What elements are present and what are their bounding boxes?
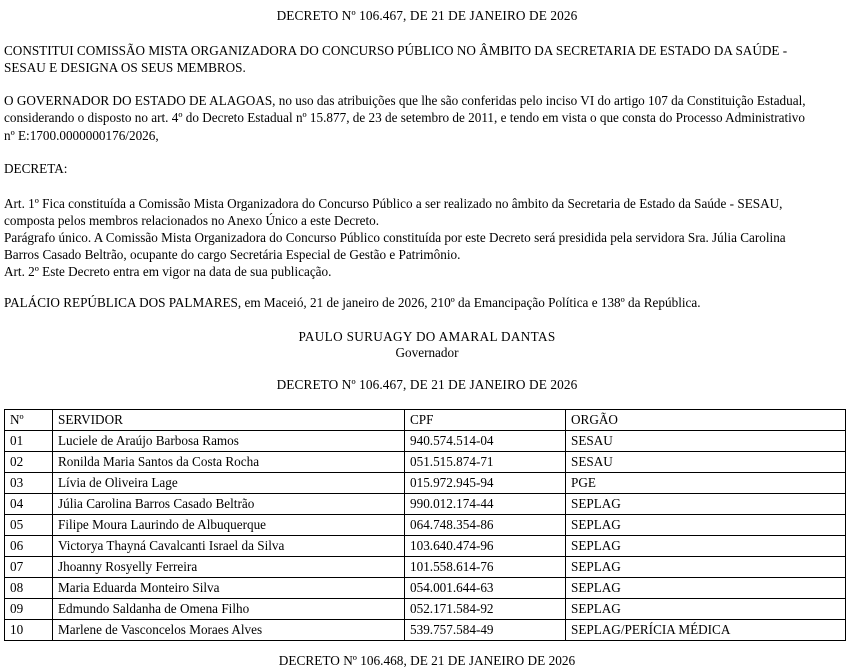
servidores-table xyxy=(4,409,846,641)
cell-orgao: SEPLAG xyxy=(566,494,846,515)
cell-cpf: 103.640.474-96 xyxy=(405,536,566,557)
cell-servidor: Luciele de Araújo Barbosa Ramos xyxy=(53,431,405,452)
cell-numero: 06 xyxy=(5,536,53,557)
table-row xyxy=(5,473,846,494)
decree-preamble xyxy=(4,92,850,143)
cell-cpf: 539.757.584-49 xyxy=(405,620,566,641)
cell-numero: 10 xyxy=(5,620,53,641)
servidores-table-body xyxy=(5,410,846,641)
cell-servidor: Marlene de Vasconcelos Moraes Alves xyxy=(53,620,405,641)
table-row xyxy=(5,599,846,620)
column-header-orgao: ORGÃO xyxy=(566,410,846,431)
cell-servidor: Maria Eduarda Monteiro Silva xyxy=(53,578,405,599)
preamble-line-3: nº E:1700.0000000176/2026, xyxy=(4,127,159,143)
cell-orgao: SEPLAG xyxy=(566,515,846,536)
cell-numero: 07 xyxy=(5,557,53,578)
cell-cpf: 990.012.174-44 xyxy=(405,494,566,515)
local-e-data: PALÁCIO REPÚBLICA DOS PALMARES, em Maceió, 21 de janeiro de 2026, 210º da Emancipação Política e 138º da República. xyxy=(4,295,701,311)
table-row xyxy=(5,557,846,578)
table-row xyxy=(5,494,846,515)
table-row xyxy=(5,515,846,536)
preamble-line-2: considerando o disposto no art. 4º do Decreto Estadual nº 15.877, de 23 de setembro de 2011, e tendo em vista o que consta do Processo Administrativo xyxy=(4,110,805,126)
table-row xyxy=(5,452,846,473)
cell-numero: 02 xyxy=(5,452,53,473)
decree-header-title: DECRETO Nº 106.467, DE 21 DE JANEIRO DE 2026 xyxy=(276,8,578,23)
cell-orgao: SEPLAG xyxy=(566,557,846,578)
cell-cpf: 064.748.354-86 xyxy=(405,515,566,536)
paragrafo-unico-line-2: Barros Casado Beltrão, ocupante do cargo Secretária Especial de Gestão e Patrimônio. xyxy=(4,247,461,263)
cell-cpf: 052.171.584-92 xyxy=(405,599,566,620)
article-1-line-1: Art. 1º Fica constituída a Comissão Mista Organizadora do Concurso Público a ser realizado no âmbito da Secretaria de Estado da Saúde - SESAU, xyxy=(4,195,783,211)
signature-name: PAULO SURUAGY DO AMARAL DANTAS xyxy=(298,329,556,345)
ementa-line-2: SESAU E DESIGNA OS SEUS MEMBROS. xyxy=(4,60,246,76)
cell-servidor: Ronilda Maria Santos da Costa Rocha xyxy=(53,452,405,473)
cell-numero: 01 xyxy=(5,431,53,452)
cell-numero: 05 xyxy=(5,515,53,536)
article-1-line-2: composta pelos membros relacionados no Anexo Único a este Decreto. xyxy=(4,212,379,228)
annex-title: DECRETO Nº 106.467, DE 21 DE JANEIRO DE 2026 xyxy=(276,377,578,393)
table-row xyxy=(5,578,846,599)
cell-servidor: Edmundo Saldanha de Omena Filho xyxy=(53,599,405,620)
cell-cpf: 101.558.614-76 xyxy=(405,557,566,578)
signature-role: Governador xyxy=(395,345,459,361)
cell-cpf: 940.574.514-04 xyxy=(405,431,566,452)
cell-orgao: PGE xyxy=(566,473,846,494)
column-header-cpf: CPF xyxy=(405,410,566,431)
column-header-servidor: SERVIDOR xyxy=(53,410,405,431)
ementa-line-1: CONSTITUI COMISSÃO MISTA ORGANIZADORA DO CONCURSO PÚBLICO NO ÂMBITO DA SECRETARIA DE ESTADO DA SAÚDE - xyxy=(4,43,788,58)
paragrafo-unico-line-1: Parágrafo único. A Comissão Mista Organizadora do Concurso Público constituída por este Decreto será presidida pela servidora Sra. Júlia Carolina xyxy=(4,229,786,245)
cell-orgao: SEPLAG xyxy=(566,599,846,620)
table-row xyxy=(5,431,846,452)
preamble-line-1: O GOVERNADOR DO ESTADO DE ALAGOAS, no uso das atribuições que lhe são conferidas pelo inciso VI do artigo 107 da Constituição Estadual, xyxy=(4,93,806,109)
cell-orgao: SEPLAG xyxy=(566,536,846,557)
cell-numero: 03 xyxy=(5,473,53,494)
decree-ementa xyxy=(4,42,850,76)
article-2-line-1: Art. 2º Este Decreto entra em vigor na data de sua publicação. xyxy=(4,264,332,280)
cell-servidor: Victorya Thayná Cavalcanti Israel da Silva xyxy=(53,536,405,557)
cell-servidor: Jhoanny Rosyelly Ferreira xyxy=(53,557,405,578)
cell-orgao: SESAU xyxy=(566,452,846,473)
column-header-numero: Nº xyxy=(5,410,53,431)
cell-servidor: Lívia de Oliveira Lage xyxy=(53,473,405,494)
cell-cpf: 054.001.644-63 xyxy=(405,578,566,599)
cell-numero: 08 xyxy=(5,578,53,599)
table-row xyxy=(5,620,846,641)
next-decree-title: DECRETO Nº 106.468, DE 21 DE JANEIRO DE 2026 xyxy=(278,653,576,669)
table-header-row xyxy=(5,410,846,431)
cell-orgao: SEPLAG/PERÍCIA MÉDICA xyxy=(566,620,846,641)
cell-orgao: SEPLAG xyxy=(566,578,846,599)
cell-cpf: 015.972.945-94 xyxy=(405,473,566,494)
cell-numero: 09 xyxy=(5,599,53,620)
decree-articles xyxy=(4,195,850,280)
cell-orgao: SESAU xyxy=(566,431,846,452)
cell-servidor: Júlia Carolina Barros Casado Beltrão xyxy=(53,494,405,515)
cell-numero: 04 xyxy=(5,494,53,515)
decreta-label: DECRETA: xyxy=(4,160,68,176)
table-row xyxy=(5,536,846,557)
cell-cpf: 051.515.874-71 xyxy=(405,452,566,473)
cell-servidor: Filipe Moura Laurindo de Albuquerque xyxy=(53,515,405,536)
